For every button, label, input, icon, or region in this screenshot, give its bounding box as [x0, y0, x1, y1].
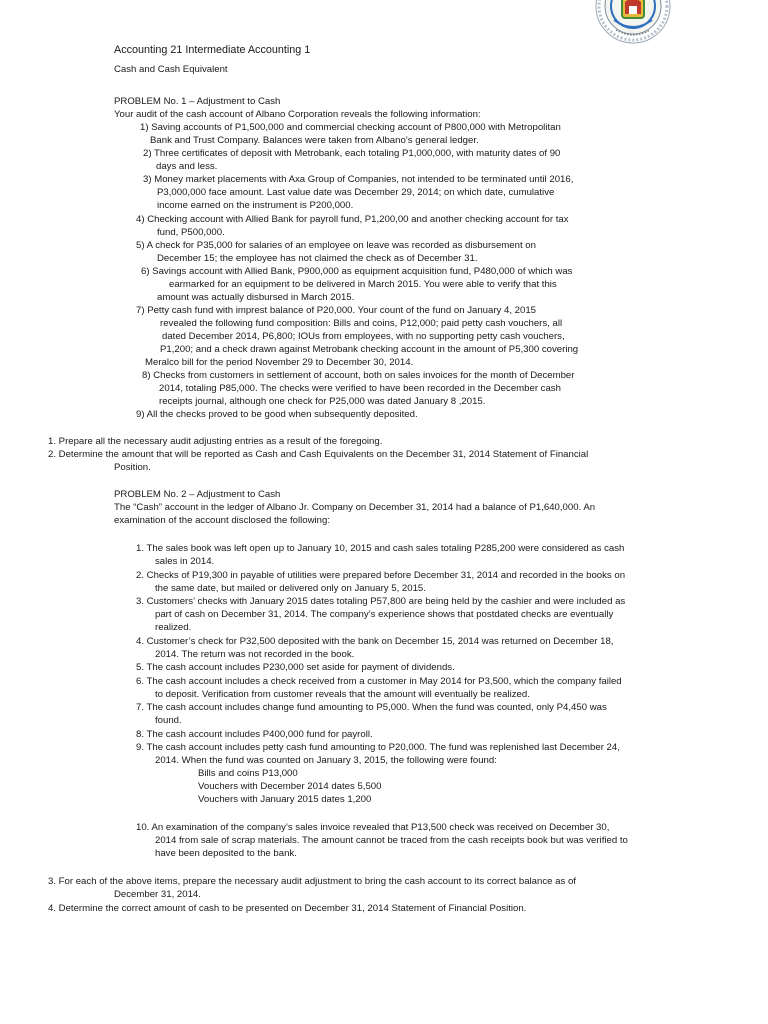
list-item: 3) Money market placements with Axa Group of Companies, not intended to be terminated until 2016,: [143, 174, 574, 185]
seal-icon: [596, 0, 670, 43]
list-item: 9. The cash account includes petty cash fund amounting to P20,000. The fund was replenished last December 24,: [136, 742, 620, 753]
fund-count-row: Vouchers with January 2015 dates 1,200: [198, 794, 372, 805]
list-item: fund, P500,000.: [157, 227, 225, 238]
list-item: 5. The cash account includes P230,000 set aside for payment of dividends.: [136, 662, 455, 673]
list-item: 7. The cash account includes change fund amounting to P5,000. When the fund was counted, only P4,450 was: [136, 702, 607, 713]
list-item: Bank and Trust Company. Balances were taken from Albano’s general ledger.: [150, 135, 479, 146]
list-item: 9) All the checks proved to be good when subsequently deposited.: [136, 409, 418, 420]
list-item: December 15; the employee has not claimed the check as of December 31.: [157, 253, 478, 264]
list-item: Meralco bill for the period November 29 to December 30, 2014.: [145, 357, 414, 368]
list-item: realized.: [155, 622, 192, 633]
list-item: dated December 2014, P6,800; IOUs from employees, with no supporting petty cash vouchers,: [162, 331, 565, 342]
list-item: 8. The cash account includes P400,000 fund for payroll.: [136, 729, 373, 740]
list-item: 7) Petty cash fund with imprest balance of P20,000. Your count of the fund on January 4, 2015: [136, 305, 537, 316]
question-4: 4. Determine the correct amount of cash to be presented on December 31, 2014 Statement of Financial Position.: [48, 903, 527, 914]
list-item: earmarked for an equipment to be delivered in March 2015. You were able to verify that this: [169, 279, 557, 290]
list-item: 6) Savings account with Allied Bank, P900,000 as equipment acquisition fund, P480,000 of which was: [141, 266, 573, 277]
list-item: 2014. The return was not recorded in the book.: [155, 649, 355, 660]
school-seal-logo: [592, 0, 674, 44]
course-title: Accounting 21 Intermediate Accounting 1: [114, 44, 311, 56]
question-2-continued: Position.: [114, 462, 151, 473]
topic-subtitle: Cash and Cash Equivalent: [114, 64, 228, 75]
list-item: P1,200; and a check drawn against Metrobank checking account in the amount of P5,300 covering: [160, 344, 579, 355]
list-item: 2014. When the fund was counted on January 3, 2015, the following were found:: [155, 755, 497, 766]
problem1-heading: PROBLEM No. 1 – Adjustment to Cash: [114, 96, 281, 107]
list-item: 2014 from sale of scrap materials. The amount cannot be traced from the cash receipts book but was verified to: [155, 835, 628, 846]
list-item: to deposit. Verification from customer reveals that the amount will eventually be realized.: [155, 689, 530, 700]
list-item: 4. Customer’s check for P32,500 deposited with the bank on December 15, 2014 was returned on December 18,: [136, 636, 614, 647]
list-item: 10. An examination of the company’s sales invoice revealed that P13,500 check was received on December 30,: [136, 822, 610, 833]
list-item: 8) Checks from customers in settlement of account, both on sales invoices for the month of December: [142, 370, 575, 381]
list-item: income earned on the instrument is P200,000.: [157, 200, 354, 211]
list-item: receipts journal, although one check for P25,000 was dated January 8 ,2015.: [159, 396, 486, 407]
list-item: amount was actually disbursed in March 2015.: [157, 292, 355, 303]
list-item: 5) A check for P35,000 for salaries of an employee on leave was recorded as disbursement on: [136, 240, 536, 251]
list-item: the same date, but mailed or delivered only on January 5, 2015.: [155, 583, 426, 594]
fund-count-row: Bills and coins P13,000: [198, 768, 298, 779]
question-1: 1. Prepare all the necessary audit adjusting entries as a result of the foregoing.: [48, 436, 383, 447]
list-item: days and less.: [156, 161, 218, 172]
problem2-heading: PROBLEM No. 2 – Adjustment to Cash: [114, 489, 281, 500]
list-item: revealed the following fund composition: Bills and coins, P12,000; paid petty cash vouchers, all: [160, 318, 563, 329]
list-item: 4) Checking account with Allied Bank for payroll fund, P1,200,00 and another checking account for tax: [136, 214, 569, 225]
list-item: 2) Three certificates of deposit with Metrobank, each totaling P1,000,000, with maturity dates of 90: [143, 148, 561, 159]
question-2: 2. Determine the amount that will be reported as Cash and Cash Equivalents on the December 31, 2014 Statement of Financial: [48, 449, 589, 460]
problem2-intro-continued: examination of the account disclosed the following:: [114, 515, 330, 526]
question-3: 3. For each of the above items, prepare the necessary audit adjustment to bring the cash account to its correct balance as of: [48, 876, 576, 887]
question-3-continued: December 31, 2014.: [114, 889, 201, 900]
list-item: 1) Saving accounts of P1,500,000 and commercial checking account of P800,000 with Metropolitan: [140, 122, 561, 133]
problem2-intro: The “Cash” account in the ledger of Albano Jr. Company on December 31, 2014 had a balance of P1,640,000. An: [114, 502, 596, 513]
list-item: part of cash on December 31, 2014. The company’s experience shows that postdated checks are eventually: [155, 609, 614, 620]
problem1-intro: Your audit of the cash account of Albano Corporation reveals the following information:: [114, 109, 481, 120]
list-item: found.: [155, 715, 182, 726]
list-item: 2014, totaling P85,000. The checks were verified to have been recorded in the December cash: [159, 383, 561, 394]
list-item: 6. The cash account includes a check received from a customer in May 2014 for P3,500, which the company failed: [136, 676, 622, 687]
list-item: 3. Customers’ checks with January 2015 dates totaling P57,800 are being held by the cashier and were included as: [136, 596, 626, 607]
list-item: sales in 2014.: [155, 556, 215, 567]
fund-count-row: Vouchers with December 2014 dates 5,500: [198, 781, 382, 792]
list-item: P3,000,000 face amount. Last value date was December 29, 2014; on which date, cumulative: [157, 187, 555, 198]
list-item: 1. The sales book was left open up to January 10, 2015 and cash sales totaling P285,200 were considered as cash: [136, 543, 625, 554]
list-item: have been deposited to the bank.: [155, 848, 297, 859]
list-item: 2. Checks of P19,300 in payable of utilities were prepared before December 31, 2014 and recorded in the books on: [136, 570, 626, 581]
